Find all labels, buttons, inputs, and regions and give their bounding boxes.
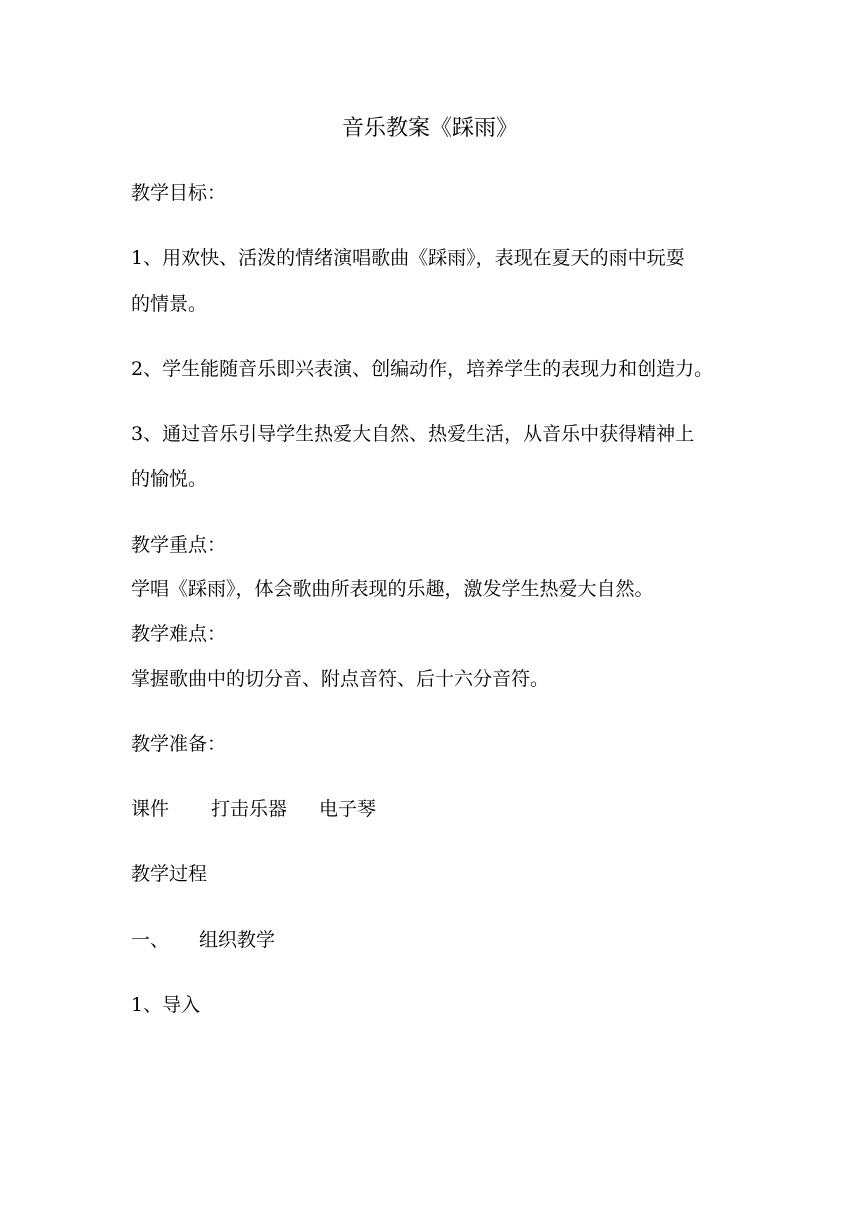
document-title: 音乐教案《踩雨》 (341, 116, 518, 141)
objective-2: 2、学生能随音乐即兴表演、创编动作，培养学生的表现力和创造力。 (131, 358, 714, 380)
preparation-heading: 教学准备： (131, 733, 227, 755)
key-points-text: 学唱《踩雨》，体会歌曲所表现的乐趣，激发学生热爱大自然。 (131, 578, 654, 600)
difficulties-text: 掌握歌曲中的切分音、附点音符、后十六分音符。 (131, 668, 550, 690)
materials-list (131, 797, 376, 821)
objective-1-line1: 1、用欢快、活泼的情绪演唱歌曲《踩雨》，表现在夏天的雨中玩耍 (131, 247, 685, 269)
process-heading: 教学过程 (131, 863, 208, 885)
objectives-heading: 教学目标： (131, 182, 227, 204)
step-1: 1、导入 (131, 994, 201, 1016)
section-1-heading (131, 928, 275, 952)
difficulties-heading: 教学难点： (131, 623, 227, 645)
objective-3-line2: 的愉悦。 (131, 468, 208, 490)
section-1-number: 一、 (131, 929, 170, 951)
material-item: 课件 (131, 798, 170, 820)
key-points-heading: 教学重点： (131, 534, 227, 556)
objective-3-line1: 3、通过音乐引导学生热爱大自然、热爱生活，从音乐中获得精神上 (131, 423, 695, 445)
section-1-title: 组织教学 (199, 929, 276, 951)
objective-1-line2: 的情景。 (131, 293, 208, 315)
material-item: 打击乐器 (211, 798, 288, 820)
material-item: 电子琴 (319, 798, 377, 820)
